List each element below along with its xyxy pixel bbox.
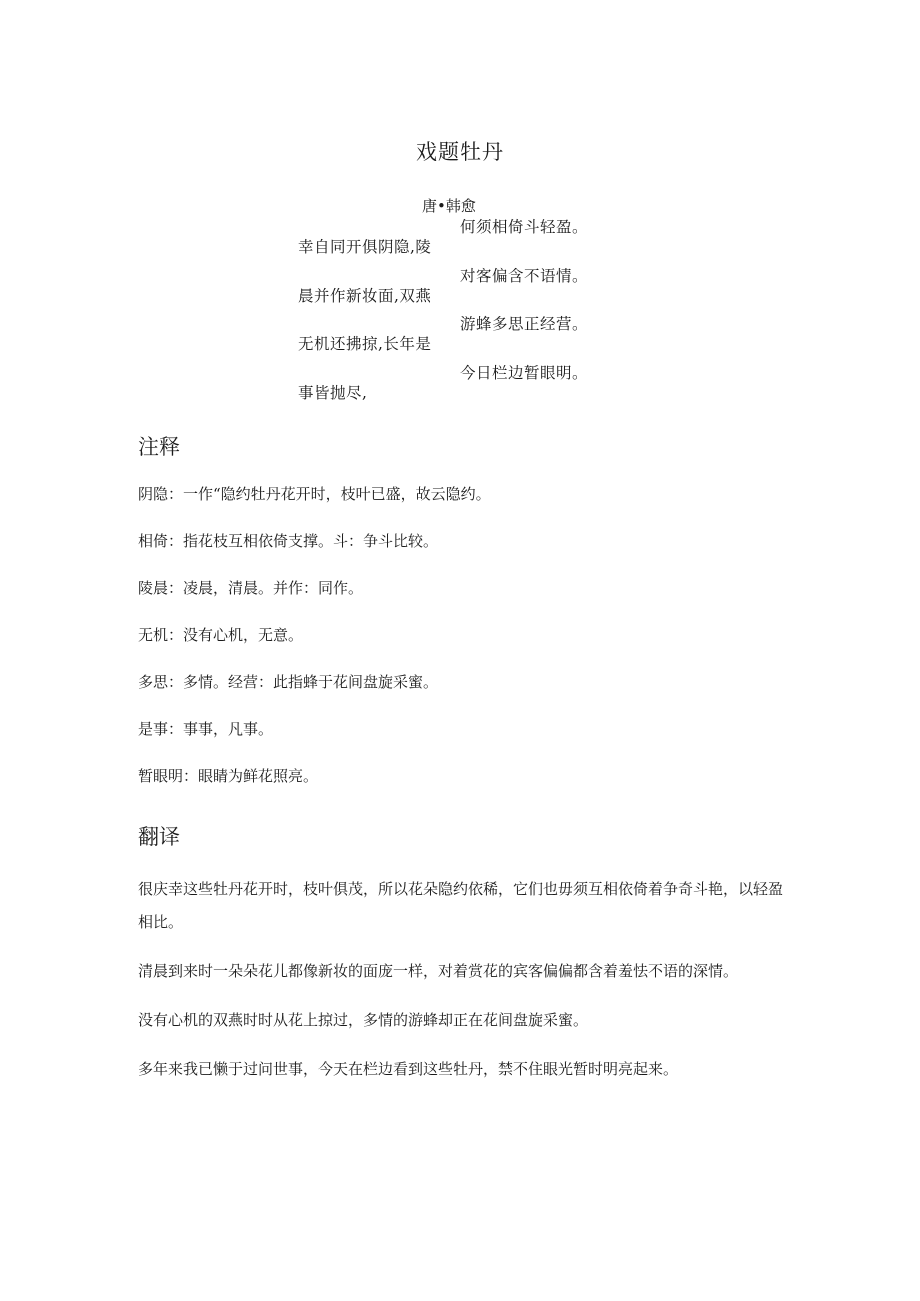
translation-paragraph: 很庆幸这些牡丹花开时，枝叶俱茂，所以花朵隐约依稀，它们也毋须互相依倚着争奇斗艳，以轻盈相比。 bbox=[138, 880, 784, 931]
note-item: 陵晨：凌晨，清晨。并作：同作。 bbox=[138, 579, 364, 597]
poem-line: 何须相倚斗轻盈。 bbox=[460, 218, 589, 236]
poem-right-column bbox=[460, 216, 588, 410]
poem-line: 幸自同开俱阴隐,陵 bbox=[298, 238, 432, 256]
note-item: 暂眼明：眼睛为鲜花照亮。 bbox=[138, 767, 319, 785]
poem-line: 游蜂多思正经营。 bbox=[460, 315, 589, 333]
translation-heading: 翻译 bbox=[138, 825, 180, 849]
notes-heading: 注释 bbox=[138, 435, 180, 459]
note-item: 无机：没有心机，无意。 bbox=[138, 626, 304, 644]
poem-line: 今日栏边暂眼明。 bbox=[460, 363, 589, 382]
poem-line: 晨并作新妆面,双燕 bbox=[298, 286, 432, 305]
note-item: 多思：多情。经营：此指蜂于花间盘旋采蜜。 bbox=[138, 673, 439, 691]
poem-author: 唐•韩愈 bbox=[422, 197, 476, 215]
poem-line: 无机还拂掠,长年是 bbox=[298, 335, 432, 353]
notes-list bbox=[138, 483, 491, 812]
note-item: 相倚：指花枝互相依倚支撑。斗：争斗比较。 bbox=[138, 532, 439, 550]
translation-paragraph: 没有心机的双燕时时从花上掠过，多情的游蜂却正在花间盘旋采蜜。 bbox=[138, 1011, 589, 1029]
note-item: 是事：事事，凡事。 bbox=[138, 720, 274, 738]
poem-line: 事皆抛尽, bbox=[298, 383, 368, 402]
translation-body bbox=[138, 873, 783, 1102]
translation-paragraph: 清晨到来时一朵朵花儿都像新妆的面庞一样，对着赏花的宾客偏偏都含着羞怯不语的深情。 bbox=[138, 962, 739, 980]
poem-title: 戏题牡丹 bbox=[416, 140, 504, 164]
poem-line: 对客偏含不语情。 bbox=[460, 266, 589, 285]
poem-left-column bbox=[298, 236, 431, 430]
translation-paragraph: 多年来我已懒于过问世事，今天在栏边看到这些牡丹，禁不住眼光暂时明亮起来。 bbox=[138, 1060, 679, 1078]
note-item: 阴隐：一作“隐约牡丹花开时，枝叶已盛，故云隐约。 bbox=[138, 485, 491, 503]
